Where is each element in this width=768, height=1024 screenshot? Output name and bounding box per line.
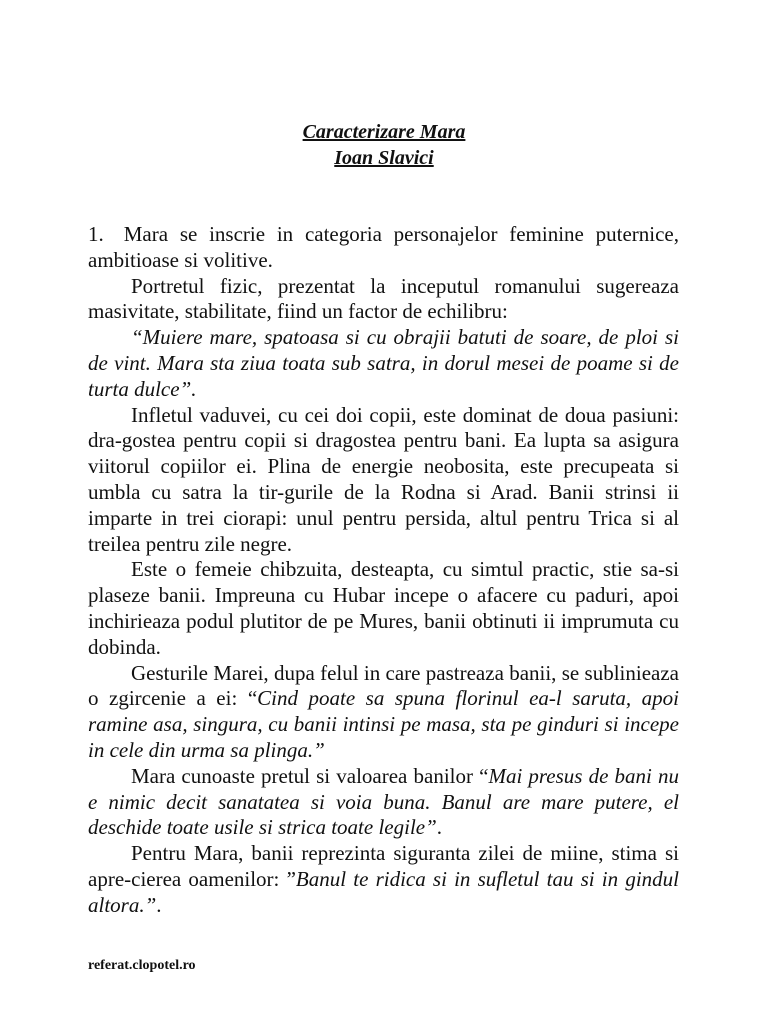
- paragraph-text: Gesturile Marei, dupa felul in care pastreaza banii, se sublinieaza o zgircenie a ei: “: [88, 660, 679, 711]
- paragraph-5: [88, 557, 679, 660]
- paragraph-end: .: [156, 892, 162, 917]
- paragraph-text: Este o femeie chibzuita, desteapta, cu simtul practic, stie sa-si plaseze banii. Impreuna cu Hubar incepe o afacere cu paduri, apoi inchirieaza podul plutitor de pe Mures, banii obtinuti ii imprumuta cu dobinda.: [88, 557, 679, 659]
- paragraph-text: Pentru Mara, banii reprezinta siguranta zilei de miine, stima si apre-cierea oamenilor: ”: [88, 841, 679, 891]
- footer-source: referat.clopotel.ro: [88, 958, 196, 973]
- paragraph-text: Portretul fizic, prezentat la inceputul romanului sugereaza masivitate, stabilitate, fiind un factor de echilibru:: [88, 273, 679, 324]
- quote-text: Mai presus de bani nu e nimic decit sanatatea si voia buna. Banul are mare putere, el deschide toate usile si strica toate legile”: [88, 763, 680, 840]
- paragraph-7: [88, 764, 679, 841]
- document-author: Ioan Slavici: [334, 147, 434, 169]
- paragraph-text: Mara se inscrie in categoria personajelor feminine puternice, ambitioase si volitive.: [88, 222, 679, 272]
- paragraph-3-quote: [88, 325, 679, 402]
- paragraph-end: .: [436, 815, 443, 840]
- document-title: Caracterizare Mara: [302, 121, 466, 143]
- quote-text: Cind poate sa spuna florinul ea-l saruta, apoi ramine asa, singura, cu banii intinsi pe masa, sta pe ginduri si incepe in cele din urma sa plinga.”: [88, 686, 680, 762]
- paragraph-6: [88, 661, 679, 764]
- quote-text: Banul te ridica si in sufletul tau si in gindul altora.”: [88, 866, 679, 917]
- paragraph-number: 1.: [88, 222, 104, 246]
- document-body: [88, 222, 679, 919]
- paragraph-4: [88, 403, 679, 558]
- paragraph-1: [88, 222, 679, 274]
- paragraph-2: [88, 274, 679, 326]
- quote-text: “Muiere mare, spatoasa si cu obrajii batuti de soare, de ploi si de vint. Mara sta ziua toata sub satra, in dorul mesei de poame si de turta dulce”.: [88, 325, 679, 401]
- paragraph-8: [88, 841, 679, 918]
- paragraph-text: Infletul vaduvei, cu cei doi copii, este dominat de doua pasiuni: dra-gostea pentru copii si dragostea pentru bani. Ea lupta sa asigura viitorul copiilor ei. Plina de energie neobosita, este precupeata si umbla cu satra la tir-gurile de la Rodna si Arad. Banii strinsi ii imparte in trei ciorapi: unul pentru persida, altul pentru Trica si al treilea pentru zile negre.: [88, 402, 679, 556]
- paragraph-text: Mara cunoaste pretul si valoarea banilor “: [131, 763, 489, 788]
